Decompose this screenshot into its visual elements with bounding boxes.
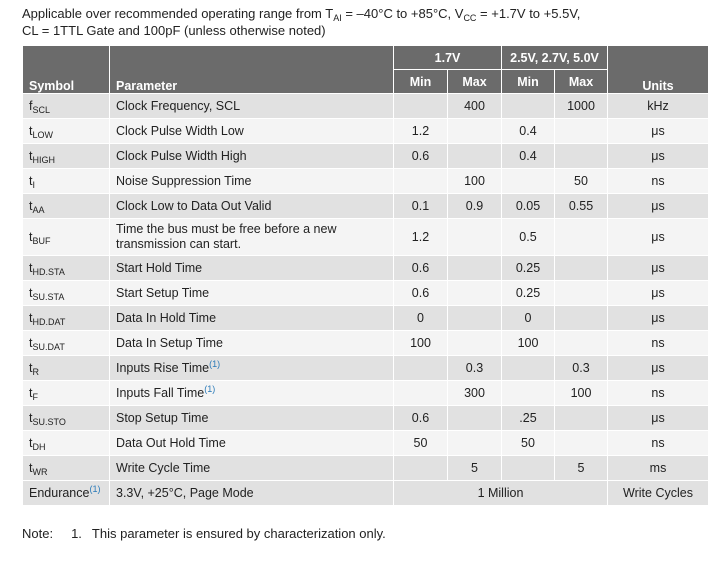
value-min1: 0 [394,306,448,331]
symbol-subscript: HD.STA [32,267,65,277]
symbol-letter: t [29,461,33,475]
value-min1 [394,381,448,406]
value-max2 [555,306,608,331]
value-min1: 0.6 [394,144,448,169]
header-group-row [23,46,709,70]
conditions-text-b: = –40°C to +85°C, V [341,6,464,21]
vcc-subscript: CC [463,13,477,23]
value-min2 [502,456,555,481]
endurance-value: 1 Million [394,481,608,506]
parameter-text: Time the bus must be free before a new [116,222,337,236]
value-max1: 300 [448,381,502,406]
parameter-cell [110,331,394,356]
endurance-row [23,481,709,506]
header-group-1: 1.7V [394,46,502,70]
parameter-text-2: transmission can start. [116,237,242,251]
units-cell: ns [608,331,709,356]
units-cell: μs [608,281,709,306]
parameter-text: Clock Frequency, SCL [116,99,241,113]
symbol-letter: t [29,124,33,138]
parameter-cell [110,119,394,144]
value-max1 [448,219,502,256]
value-max2 [555,281,608,306]
parameter-cell [110,431,394,456]
table-row [23,94,709,119]
symbol-letter: t [29,436,33,450]
parameter-cell [110,456,394,481]
symbol-subscript: HIGH [32,155,55,165]
symbol-letter: t [29,336,33,350]
symbol-subscript: I [32,180,35,190]
table-row [23,381,709,406]
parameter-text: Data In Hold Time [116,311,217,325]
parameter-text: Clock Pulse Width Low [116,124,244,138]
header-parameter: Parameter [110,46,394,94]
symbol-cell [23,331,110,356]
symbol-cell [23,406,110,431]
header-symbol: Symbol [23,46,110,94]
units-cell: μs [608,144,709,169]
symbol-cell [23,431,110,456]
symbol-letter: t [29,311,33,325]
conditions-text-c: = +1.7V to +5.5V, [476,6,581,21]
table-row [23,169,709,194]
endurance-parameter: 3.3V, +25°C, Page Mode [110,481,394,506]
parameter-text: Data Out Hold Time [116,436,226,450]
value-min2: .25 [502,406,555,431]
units-cell: μs [608,256,709,281]
value-max1: 0.3 [448,356,502,381]
table-row [23,331,709,356]
symbol-letter: t [29,174,33,188]
value-min1 [394,456,448,481]
table-row [23,219,709,256]
value-max2 [555,331,608,356]
symbol-cell [23,144,110,169]
parameter-text: Noise Suppression Time [116,174,252,188]
endurance-symbol [23,481,110,506]
value-min1 [394,94,448,119]
symbol-cell [23,169,110,194]
value-max1 [448,256,502,281]
value-max2: 100 [555,381,608,406]
symbol-subscript: SU.STA [32,292,65,302]
value-max2 [555,219,608,256]
header-min-2: Min [502,70,555,94]
footnote-text: This parameter is ensured by characterization only. [91,526,386,541]
symbol-subscript: SCL [32,105,50,115]
value-min1: 0.6 [394,256,448,281]
conditions-text [22,5,712,39]
symbol-cell [23,306,110,331]
conditions-text-a: Applicable over recommended operating range from T [22,6,334,21]
parameter-cell [110,144,394,169]
symbol-letter: t [29,149,33,163]
value-min1 [394,356,448,381]
symbol-letter: t [29,361,33,375]
value-min2: 100 [502,331,555,356]
parameter-cell [110,381,394,406]
units-cell: μs [608,119,709,144]
table-row [23,194,709,219]
endurance-section [23,481,709,506]
parameter-note-ref: (1) [209,359,221,369]
symbol-cell [23,219,110,256]
units-cell: ms [608,456,709,481]
symbol-subscript: AA [32,205,45,215]
value-min2: 0 [502,306,555,331]
symbol-subscript: SU.STO [32,417,66,427]
parameter-text: Start Setup Time [116,286,210,300]
parameter-text: Stop Setup Time [116,411,209,425]
footnote-index: 1. [71,526,82,541]
header-units: Units [608,46,709,94]
value-min2 [502,169,555,194]
table-body [23,94,709,481]
header-group-2: 2.5V, 2.7V, 5.0V [502,46,608,70]
value-max2 [555,406,608,431]
value-min2: 0.4 [502,119,555,144]
symbol-subscript: SU.DAT [32,342,65,352]
symbol-subscript: BUF [32,235,51,246]
table-row [23,144,709,169]
value-min2: 0.5 [502,219,555,256]
value-min1: 100 [394,331,448,356]
header-max-1: Max [448,70,502,94]
value-max1: 5 [448,456,502,481]
value-max2 [555,144,608,169]
value-min1: 1.2 [394,219,448,256]
value-min1: 0.1 [394,194,448,219]
parameter-text: Data In Setup Time [116,336,224,350]
symbol-cell [23,356,110,381]
symbol-letter: f [29,99,33,113]
parameter-cell [110,256,394,281]
table-row [23,281,709,306]
parameter-cell [110,94,394,119]
symbol-subscript: F [32,392,38,402]
value-max1 [448,306,502,331]
value-max1: 400 [448,94,502,119]
symbol-cell [23,256,110,281]
footnote [22,526,386,541]
parameter-cell [110,194,394,219]
value-max1 [448,119,502,144]
parameter-text: Inputs Rise Time [116,361,210,375]
parameter-cell [110,219,394,256]
units-cell: μs [608,219,709,256]
value-max2 [555,256,608,281]
symbol-cell [23,281,110,306]
table-row [23,431,709,456]
parameter-text: Inputs Fall Time [116,386,205,400]
parameter-text: Start Hold Time [116,261,203,275]
units-cell: μs [608,306,709,331]
value-min2 [502,356,555,381]
parameter-cell [110,306,394,331]
table-row [23,119,709,144]
value-min2 [502,381,555,406]
value-min1: 0.6 [394,281,448,306]
symbol-cell [23,456,110,481]
symbol-cell [23,119,110,144]
parameter-text: Write Cycle Time [116,461,211,475]
symbol-subscript: WR [32,467,48,477]
endurance-label: Endurance [29,486,90,500]
value-min1 [394,169,448,194]
value-min2 [502,94,555,119]
symbol-cell [23,94,110,119]
value-max2: 0.3 [555,356,608,381]
symbol-letter: t [29,199,33,213]
value-min2: 50 [502,431,555,456]
units-cell: μs [608,194,709,219]
parameter-text: Clock Low to Data Out Valid [116,199,272,213]
symbol-subscript: R [32,367,39,377]
table-row [23,406,709,431]
parameter-cell [110,356,394,381]
header-min-1: Min [394,70,448,94]
table-row [23,356,709,381]
parameter-text: Clock Pulse Width High [116,149,247,163]
value-min2: 0.05 [502,194,555,219]
table-row [23,456,709,481]
value-max2: 50 [555,169,608,194]
table-row [23,256,709,281]
value-max2 [555,119,608,144]
value-min2: 0.25 [502,256,555,281]
units-cell: ns [608,431,709,456]
symbol-letter: t [29,286,33,300]
header-max-2: Max [555,70,608,94]
symbol-cell [23,194,110,219]
units-cell: ns [608,169,709,194]
units-cell: kHz [608,94,709,119]
value-max2: 5 [555,456,608,481]
symbol-cell [23,381,110,406]
parameter-cell [110,281,394,306]
value-min2: 0.25 [502,281,555,306]
symbol-subscript: DH [32,442,46,452]
units-cell: ns [608,381,709,406]
value-min1: 50 [394,431,448,456]
symbol-letter: t [29,411,33,425]
value-min1: 0.6 [394,406,448,431]
parameter-cell [110,169,394,194]
conditions-line-1 [22,5,712,22]
value-max1 [448,431,502,456]
units-cell: μs [608,356,709,381]
value-max1 [448,331,502,356]
value-min1: 1.2 [394,119,448,144]
symbol-letter: t [29,229,33,244]
value-max1 [448,144,502,169]
value-max2: 0.55 [555,194,608,219]
temp-subscript: AI [333,13,342,23]
value-max1: 100 [448,169,502,194]
endurance-note-ref: (1) [89,484,101,494]
value-max1: 0.9 [448,194,502,219]
value-max2: 1000 [555,94,608,119]
value-min2: 0.4 [502,144,555,169]
conditions-line-2: CL = 1TTL Gate and 100pF (unless otherwise noted) [22,23,326,38]
symbol-subscript: HD.DAT [32,317,66,327]
parameter-cell [110,406,394,431]
table-row [23,306,709,331]
endurance-units: Write Cycles [608,481,709,506]
footnote-label: Note: [22,526,54,541]
value-max2 [555,431,608,456]
value-max1 [448,406,502,431]
value-max1 [448,281,502,306]
symbol-subscript: LOW [32,130,53,140]
ac-characteristics-table [22,45,709,506]
symbol-letter: t [29,386,33,400]
units-cell: μs [608,406,709,431]
symbol-letter: t [29,261,33,275]
parameter-note-ref: (1) [204,384,216,394]
